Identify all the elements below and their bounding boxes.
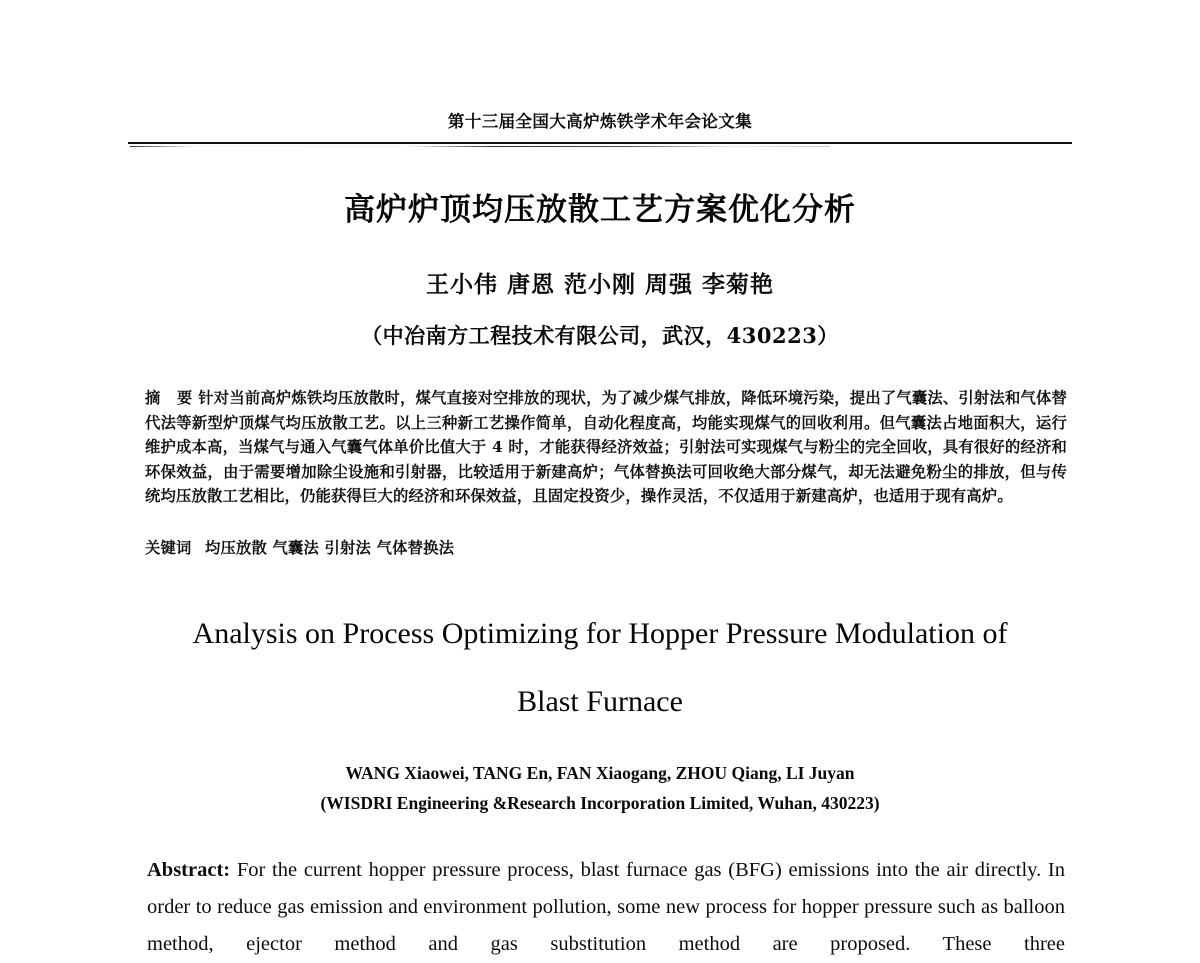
- english-title: [128, 600, 1072, 736]
- chinese-affiliation: （中冶南方工程技术有限公司，武汉，430223）: [361, 323, 839, 348]
- chinese-keywords-value: 均压放散 气囊法 引射法 气体替换法: [205, 539, 455, 557]
- chinese-keywords-label: 关键词: [145, 539, 192, 557]
- english-abstract-body: For the current hopper pressure process, blast furnace gas (BFG) emissions into the air directly. In order to reduce gas emission and environment pollution, some new process for hopper pressure such as balloon method, ejector method and gas substitution method are proposed. These three: [147, 859, 1066, 955]
- running-head: 第十三届全国大高炉炼铁学术年会论文集: [447, 112, 753, 131]
- english-abstract: [147, 852, 1065, 963]
- english-author-list: WANG Xiaowei, TANG En, FAN Xiaogang, ZHOU Qiang, LI Juyan: [345, 763, 855, 783]
- english-affiliation: (WISDRI Engineering &Research Incorporation Limited, Wuhan, 430223): [320, 793, 880, 813]
- english-title-line-1: Analysis on Process Optimizing for Hopper Pressure Modulation of: [192, 617, 1008, 650]
- chinese-author-list: 王小伟 唐恩 范小刚 周强 李菊艳: [425, 271, 775, 298]
- chinese-abstract: [145, 386, 1067, 509]
- chinese-abstract-label: 摘 要: [145, 389, 193, 407]
- chinese-abstract-body: 针对当前高炉炼铁均压放散时，煤气直接对空排放的现状，为了减少煤气排放，降低环境污染，提出了气囊法、引射法和气体替代法等新型炉顶煤气均压放散工艺。以上三种新工艺操作简单，自动化程度高，均能实现煤气的回收利用。但气囊法占地面积大，运行维护成本高，当煤气与通入气囊气体单价比值大于 4 时，才能获得经济效益；引射法可实现煤气与粉尘的完全回收，具有很好的经济和环保效益，由于需要增加除尘设施和引射器，比较适用于新建高炉；气体替换法可回收绝大部分煤气，却无法避免粉尘的排放，但与传统均压放散工艺相比，仍能获得巨大的经济和环保效益，且固定投资少，操作灵活，不仅适用于新建高炉，也适用于现有高炉。: [145, 389, 1067, 506]
- chinese-title: 高炉炉顶均压放散工艺方案优化分析: [344, 192, 856, 228]
- english-abstract-label: Abstract:: [147, 859, 231, 881]
- header-rule-divider: [128, 142, 1072, 144]
- chinese-keywords: [145, 536, 1067, 560]
- english-title-line-2: Blast Furnace: [517, 685, 683, 718]
